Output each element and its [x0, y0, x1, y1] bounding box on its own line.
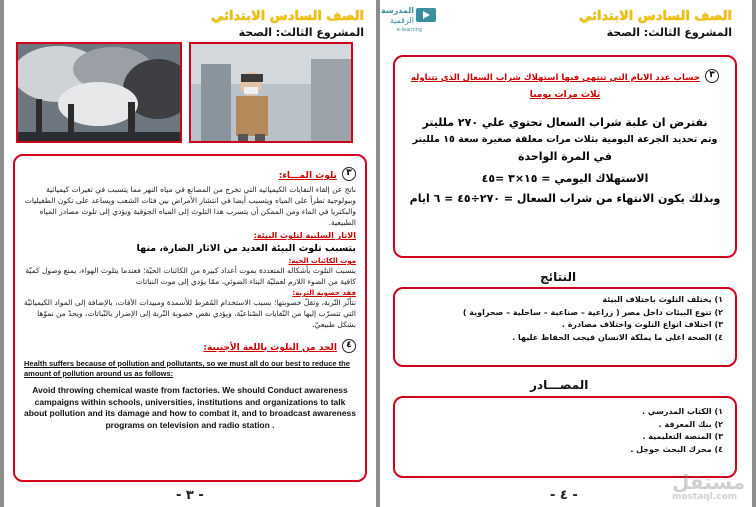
factory-smoke-photo	[16, 42, 182, 143]
section-number: ٣	[342, 167, 356, 181]
english-heading: Health suffers because of pollution and pollutants, so we must all do our best to reduce the amount of pollution around us as follows:	[24, 359, 350, 378]
causes-line: يتسبب تلوث البيئة العديد من الاثار الضارة، منها	[136, 243, 356, 254]
death-text: يتسبب التلوث بأشكاله المتعددة بموت أعداد كبيرة من الكائنات الحيّة؛ فعندما يتلوث الهواء، يمنع وصول كميّة كافية من الضوء اللازم لعمليّة البناء الضوئي، ممّا يؤدي إلى موت النباتات	[25, 266, 356, 286]
results-box	[393, 287, 737, 367]
page-four	[380, 0, 752, 507]
result-item: ٣) اختلاف انواع التلوث واختلاف مصادرة .	[561, 320, 723, 329]
english-body: Avoid throwing chemical waste from factories. We should Conduct awareness campaigns within schools, universities, institutions and organizations to talk about pollution and its damage and how to combat it, and to broadcast awareness programs on television and radio station .	[24, 385, 357, 430]
grade-title: الصف السادس الابتدائي	[578, 9, 732, 24]
death-heading: موت الكائنات الحية:	[288, 257, 356, 265]
child-mask-image	[191, 44, 353, 143]
source-item: ٤) محرك البحث جوجل .	[630, 444, 723, 454]
water-pollution-heading: تلوث المـــاء:	[278, 171, 337, 181]
factory-smoke-image	[18, 44, 182, 143]
question-text: حساب عدد الايام التي تنتهي فيها استهلاك شراب السعال الذي تتناوله	[410, 73, 700, 83]
negative-effects-heading: الاثار السلبية لتلوث البيئة:	[253, 231, 356, 240]
result-item: ٤) الصحة اغلى ما يملكة الانسان فيجب الحفاظ عليها .	[512, 332, 723, 342]
source-item: ٣) المنصة التعليمية .	[642, 432, 723, 441]
reduce-pollution-heading: الحد من التلوث باللغة الأجنبية:	[203, 343, 337, 353]
daily-consumption: الاستهلاك اليومي = ١٥×٣ =٤٥	[481, 172, 649, 185]
final-result: وبذلك يكون الانتهاء من شراب السعال = ٢٧٠÷٤٥ = ٦ ايام	[409, 192, 721, 205]
child-mask-photo	[189, 42, 353, 143]
assumption-line-2: وتم تحديد الجرعة اليومية بثلاث مرات معلقة صغيرة سعة ١٥ ملليتر	[412, 134, 718, 145]
source-item: ٢) بنك المعرفة .	[658, 419, 723, 429]
section-number-4: ٤	[342, 339, 356, 353]
water-pollution-text: ناتج عن إلقاء النفايات الكيميائيه التي تخرج من المصانع في مياه النهر مما يتسبب في تغيرات كيميائية وبيولوجية تطرأ على المياه ويتسبب أيضا في انتشار الأمراض بين فئات الشعب ويساعد على تكون الطفيليات والبكتريا في الماء ومن الممكن أن يتسرب هذا التلوث إلى المياه الجوفية ويؤدي إلى تلوث مصادر المياه الطبيعية.	[24, 185, 356, 227]
result-item: ١) يختلف التلوث باختلاف البيئة	[602, 295, 723, 304]
source-item: ١) الكتاب المدرسي .	[642, 407, 723, 416]
watermark: مستقل	[672, 470, 746, 494]
grade-title: الصف السادس الابتدائي	[210, 9, 364, 24]
project-title: المشروع الثالث: الصحة	[606, 26, 732, 39]
result-item: ٢) تنوع البيئات داخل مصر ( زراعية – صناعية – ساحلية – صحراوية )	[462, 307, 723, 317]
watermark-url: mostaql.com	[672, 492, 738, 502]
page-three	[4, 0, 376, 507]
fertility-heading: فقد خصوبة التربة:	[292, 289, 356, 297]
question-text-2: ثلاث مرات يوميا	[529, 90, 601, 100]
calculation-box	[393, 55, 737, 258]
page-number: - ٤ -	[550, 488, 578, 503]
fertility-text: تتأثّر التّربة، وتقلّ خصوبتها؛ بسبب الاستخدام المُفرط للأسمدة ومبيدات الآفات، بالإضافة إلى المواد الكيميائيّة التي تتسرّب إليها من النّفايات الصّناعيّة، ويؤدي نقص خصوبة التّربة إلى الإضرار بالنّباتات، ويحدّ من نموّها بشكل طبيعيّ.	[24, 298, 356, 329]
content-box	[13, 154, 367, 482]
project-title: المشروع الثالث: الصحة	[238, 26, 364, 39]
assumption-line-1: نفترض ان علبة شراب السعال تحتوي علي ٢٧٠ ملليتر	[422, 116, 708, 129]
digital-school-logo: المدرسة الرقمية e-learning	[392, 6, 436, 36]
assumption-line-3: في المرة الواحدة	[518, 150, 612, 163]
sources-title: المصـــادر	[530, 378, 589, 392]
question-number: ٣	[705, 69, 719, 83]
play-icon	[423, 11, 430, 19]
page-number: - ٣ -	[176, 488, 204, 503]
results-title: النتائج	[540, 270, 577, 284]
sources-box	[393, 396, 737, 478]
